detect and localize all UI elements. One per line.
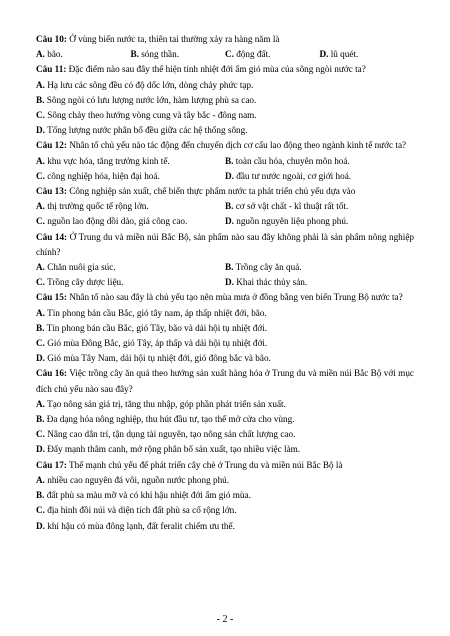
option-letter: A. xyxy=(36,155,45,166)
answer-option xyxy=(36,442,414,457)
question-number: Câu 14: xyxy=(36,231,68,242)
answer-option xyxy=(36,488,414,503)
option-text: địa hình đồi núi và diện tích đất phù sa cổ rộng lớn. xyxy=(47,505,237,516)
option-text: nguồn nguyên liệu phong phú. xyxy=(236,216,349,227)
option-text: Sông ngòi có lưu lượng nước lớn, hàm lượng phù sa cao. xyxy=(46,94,257,105)
answer-option xyxy=(36,93,414,108)
option-letter: A. xyxy=(36,49,45,60)
question-stem xyxy=(36,184,414,199)
option-letter: D. xyxy=(36,353,45,364)
option-text: sóng thần. xyxy=(141,49,180,60)
question-block xyxy=(36,184,414,230)
question-block xyxy=(36,366,414,457)
option-text: nhiều cao nguyên đá vôi, nguồn nước phong phú. xyxy=(47,474,230,485)
question-stem xyxy=(36,458,414,473)
option-text: thị trường quốc tế rộng lớn. xyxy=(47,201,149,212)
answer-option xyxy=(225,199,414,214)
option-letter: A. xyxy=(36,307,45,318)
answer-option xyxy=(36,306,414,321)
option-text: Tổng lượng nước phân bố đều giữa các hệ thống sông. xyxy=(47,125,248,136)
question-text: Nhân tố nào sau đây là chủ yếu tạo nên mùa mưa ở đồng bằng ven biển Trung Bộ nước ta? xyxy=(69,292,403,303)
option-text: Sông chảy theo hướng vòng cung và tây bắc - đông nam. xyxy=(47,110,257,121)
option-row xyxy=(36,275,414,290)
option-text: Gió mùa Đông Bắc, gió Tây, áp thấp và dải hội tụ nhiệt đới. xyxy=(47,338,268,349)
option-letter: B. xyxy=(36,94,45,105)
option-letter: A. xyxy=(36,474,45,485)
answer-option xyxy=(36,154,225,169)
question-number: Câu 17: xyxy=(36,459,67,470)
option-letter: D. xyxy=(36,125,45,136)
question-block xyxy=(36,230,414,291)
question-stem xyxy=(36,366,414,396)
option-text: Tín phong bán cầu Bắc, gió Tây, bão và dải hội tụ nhiệt đới. xyxy=(46,322,268,333)
option-text: Đẩy mạnh thâm canh, mở rộng phân bố sản xuất, tạo nhiều việc làm. xyxy=(47,444,301,455)
option-text: lũ quét. xyxy=(330,49,359,60)
option-letter: B. xyxy=(36,490,45,501)
question-stem xyxy=(36,290,414,305)
option-text: Chăn nuôi gia súc. xyxy=(47,262,116,273)
option-text: đầu tư nước ngoài, cơ giới hoá. xyxy=(236,170,352,181)
question-number: Câu 16: xyxy=(36,368,67,379)
option-letter: D. xyxy=(225,170,234,181)
answer-option xyxy=(320,47,415,62)
option-text: cơ sở vật chất - kĩ thuật rất tốt. xyxy=(235,201,349,212)
option-text: đất phù sa màu mỡ và có khí hậu nhiệt đới ẩm gió mùa. xyxy=(46,490,251,501)
answer-option xyxy=(36,275,225,290)
option-row xyxy=(36,169,414,184)
option-text: Khai thác thủy sản. xyxy=(236,277,308,288)
page-number: - 2 - xyxy=(216,614,234,625)
answer-option xyxy=(225,260,414,275)
answer-option xyxy=(36,78,414,93)
answer-option xyxy=(225,275,414,290)
option-text: Tạo nông sản giá trị, tăng thu nhập, góp phần phát triển sản xuất. xyxy=(47,398,286,409)
answer-option xyxy=(225,154,414,169)
answer-option xyxy=(36,108,414,123)
option-letter: C. xyxy=(36,505,45,516)
question-text: Ở Trung du và miền núi Bắc Bộ, sản phẩm nào sau đây không phải là sản phẩm nông nghiệp chính? xyxy=(36,231,414,257)
option-letter: A. xyxy=(36,262,45,273)
option-letter: D. xyxy=(319,49,329,60)
answer-option xyxy=(36,321,414,336)
option-text: Gió mùa Tây Nam, dải hội tụ nhiệt đới, gió đông bắc và bão. xyxy=(47,353,271,364)
answer-option xyxy=(36,427,414,442)
answer-option xyxy=(36,260,225,275)
option-text: khu vực hóa, tăng trưởng kinh tế. xyxy=(47,155,170,166)
question-stem xyxy=(36,62,414,77)
question-stem xyxy=(36,138,414,153)
question-number: Câu 11: xyxy=(36,64,67,75)
option-text: nguồn lao động dồi dào, giá công cao. xyxy=(47,216,188,227)
option-letter: A. xyxy=(36,201,45,212)
option-letter: B. xyxy=(225,201,234,212)
answer-option xyxy=(225,169,414,184)
option-letter: B. xyxy=(36,414,45,425)
question-text: Thế mạnh chủ yếu để phát triển cây chè ở Trung du và miền núi Bắc Bộ là xyxy=(69,459,343,470)
answer-option xyxy=(36,123,414,138)
answer-option xyxy=(36,47,131,62)
question-number: Câu 10: xyxy=(36,34,67,44)
option-row xyxy=(36,47,414,62)
answer-option xyxy=(36,473,414,488)
answer-option xyxy=(36,214,225,229)
option-row xyxy=(36,154,414,169)
option-letter: A. xyxy=(36,398,45,409)
question-number: Câu 15: xyxy=(36,292,67,303)
question-block xyxy=(36,458,414,534)
question-number: Câu 12: xyxy=(36,140,67,151)
question-text: Việc trồng cây ăn quả theo hướng sản xuất hàng hóa ở Trung du và miền núi Bắc Bộ với mục đích chủ yếu nào sau đây? xyxy=(36,368,414,394)
question-block xyxy=(36,138,414,184)
question-list xyxy=(36,32,414,534)
option-row xyxy=(36,199,414,214)
option-letter: C. xyxy=(36,429,45,440)
option-text: Trồng cây dược liệu. xyxy=(47,277,124,288)
option-letter: B. xyxy=(225,262,234,273)
option-letter: D. xyxy=(36,520,45,531)
answer-option xyxy=(36,336,414,351)
option-letter: B. xyxy=(130,49,139,60)
option-text: khí hậu có mùa đông lạnh, đất feralit chiếm ưu thế. xyxy=(47,520,235,531)
question-text: Công nghiệp sản xuất, chế biến thực phẩm nước ta phát triển chủ yếu dựa vào xyxy=(69,186,356,197)
question-text: Nhân tố chủ yếu nào tác động đến chuyển dịch cơ cấu lao động theo ngành kinh tế nước ta? xyxy=(69,140,407,151)
option-letter: B. xyxy=(225,155,234,166)
option-text: động đất. xyxy=(236,49,271,60)
option-letter: C. xyxy=(36,216,45,227)
option-text: Hạ lưu các sông đều có độ dốc lớn, dòng chảy phức tạp. xyxy=(47,79,254,90)
option-text: Tín phong bán cầu Bắc, gió tây nam, áp thấp nhiệt đới, bão. xyxy=(47,307,267,318)
answer-option xyxy=(225,47,320,62)
option-letter: D. xyxy=(225,216,234,227)
question-block xyxy=(36,290,414,366)
answer-option xyxy=(225,214,414,229)
question-stem xyxy=(36,230,414,260)
option-letter: D. xyxy=(225,277,234,288)
option-text: bão. xyxy=(47,49,63,60)
option-letter: C. xyxy=(36,170,45,181)
option-letter: C. xyxy=(36,338,45,349)
option-row xyxy=(36,260,414,275)
question-block xyxy=(36,62,414,138)
option-letter: C. xyxy=(36,277,45,288)
option-letter: D. xyxy=(36,444,45,455)
option-letter: C. xyxy=(36,110,45,121)
answer-option xyxy=(131,47,226,62)
answer-option xyxy=(36,519,414,534)
option-row xyxy=(36,214,414,229)
answer-option xyxy=(36,503,414,518)
question-stem xyxy=(36,32,414,47)
answer-option xyxy=(36,351,414,366)
question-text: Ở vùng biển nước ta, thiên tai thường xảy ra hàng năm là xyxy=(69,34,280,44)
answer-option xyxy=(36,412,414,427)
question-block xyxy=(36,32,414,62)
option-text: Nâng cao dân trí, tận dụng tài nguyên, tạo nông sản chất lượng cao. xyxy=(47,429,296,440)
option-text: Trồng cây ăn quả. xyxy=(235,262,302,273)
option-text: công nghiệp hóa, hiện đại hoá. xyxy=(47,170,160,181)
question-text: Đặc điểm nào sau đây thể hiện tính nhiệt đới ẩm gió mùa của sông ngòi nước ta? xyxy=(68,64,366,75)
option-text: toàn cầu hóa, chuyên môn hoá. xyxy=(235,155,350,166)
option-letter: A. xyxy=(36,79,45,90)
option-letter: B. xyxy=(36,322,45,333)
answer-option xyxy=(36,169,225,184)
option-text: Đa dạng hóa nông nghiệp, thu hút đầu tư, tạo thế mở cửa cho vùng. xyxy=(46,414,295,425)
answer-option xyxy=(36,199,225,214)
option-letter: C. xyxy=(225,49,234,60)
question-number: Câu 13: xyxy=(36,186,67,197)
answer-option xyxy=(36,397,414,412)
